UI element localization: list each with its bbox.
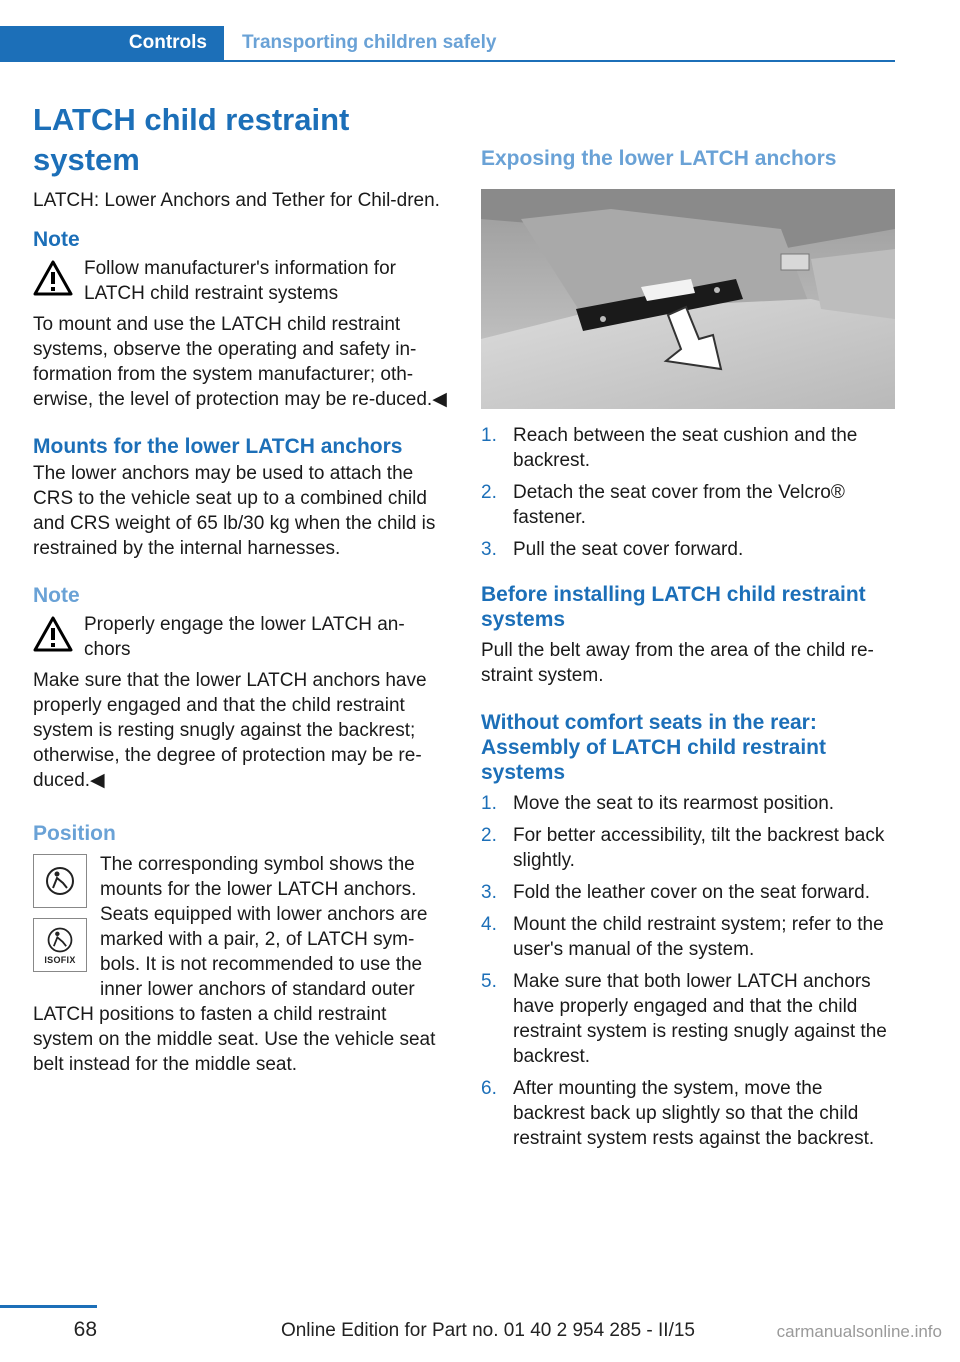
section-tab-controls[interactable]: Controls xyxy=(0,26,224,60)
edition-text: Online Edition for Part no. 01 40 2 954 285 - II/15 xyxy=(280,1320,695,1341)
warning-note-1 xyxy=(33,256,447,306)
list-item: 1. Move the seat to its rearmost position. xyxy=(481,793,835,814)
position-block xyxy=(33,852,447,1002)
position-body-wrap: The corresponding symbol shows the mounts for the lower LATCH anchors. Seats equipped with lower anchors are marked with a pair, 2, of LATCH sym‐bols. It is not recommended to use the inner lower anchors of standard outer xyxy=(100,854,428,1000)
isofix-symbol-icon xyxy=(33,918,87,972)
chapter-tab[interactable]: Transporting children safely xyxy=(242,32,497,53)
warning-title-2: Properly engage the lower LATCH an‐chors xyxy=(84,614,405,660)
list-item: 4. Mount the child restraint system; refer to the user's manual of the system. xyxy=(481,914,884,960)
right-column xyxy=(481,146,895,1158)
without-heading: Without comfort seats in the rear: Assembly of LATCH child restraint systems xyxy=(481,711,827,784)
warning-title-1: Follow manufacturer's information for LATCH child restraint systems xyxy=(84,258,396,304)
isofix-label: ISOFIX xyxy=(44,955,76,965)
position-heading: Position xyxy=(33,822,116,845)
without-steps xyxy=(481,791,895,1151)
watermark-text: carmanualsonline.info xyxy=(776,1322,942,1341)
mounts-heading: Mounts for the lower LATCH anchors xyxy=(33,435,403,458)
list-item: 5. Make sure that both lower LATCH anchors have properly engaged and that the child restraint system is resting snugly against the backrest. xyxy=(481,971,887,1067)
before-heading: Before installing LATCH child restraint systems xyxy=(481,583,866,631)
before-body: Pull the belt away from the area of the child re‐straint system. xyxy=(481,640,874,686)
list-item: 3. Fold the leather cover on the seat forward. xyxy=(481,882,870,903)
latch-symbols xyxy=(33,854,87,972)
warning-triangle-icon xyxy=(33,260,73,296)
list-item: 1. Reach between the seat cushion and the backrest. xyxy=(481,425,858,471)
note-heading-2: Note xyxy=(33,584,80,607)
page-number: 68 xyxy=(73,1318,97,1341)
list-item: 2. For better accessibility, tilt the backrest back slightly. xyxy=(481,825,885,871)
position-body-full: LATCH positions to fasten a child restraint system on the middle seat. Use the vehicle seat belt instead for the middle seat. xyxy=(33,1004,436,1075)
header-rule xyxy=(0,60,895,62)
note-body-2: Make sure that the lower LATCH anchors have properly engaged and that the child restraint system is resting snugly against the backrest; otherwise, the degree of protection may be re‐duced.◀ xyxy=(33,670,427,791)
page-title: LATCH child restraint system xyxy=(33,102,350,177)
seat-anchor-photo xyxy=(481,189,895,409)
exposing-steps xyxy=(481,423,895,562)
latch-seat-symbol-icon xyxy=(33,854,87,908)
warning-triangle-icon xyxy=(33,616,73,652)
warning-note-2 xyxy=(33,612,447,662)
note-heading-1: Note xyxy=(33,228,80,251)
list-item: 6. After mounting the system, move the backrest back up slightly so that the child restraint system rests against the backrest. xyxy=(481,1078,875,1149)
mounts-body: The lower anchors may be used to attach the CRS to the vehicle seat up to a combined child and CRS weight of 65 lb/30 kg when the child is restrained by the internal harnesses. xyxy=(33,463,436,559)
intro-text: LATCH: Lower Anchors and Tether for Chil‐dren. xyxy=(33,190,440,211)
footer-rule xyxy=(0,1305,97,1308)
note-body-1: To mount and use the LATCH child restraint systems, observe the operating and safety in‐formation from the system manufacturer; oth‐erwise, the level of protection may be re‐duced.◀ xyxy=(33,314,447,410)
exposing-heading: Exposing the lower LATCH anchors xyxy=(481,147,837,170)
left-column xyxy=(33,100,447,1077)
page-header xyxy=(0,26,895,62)
list-item: 2. Detach the seat cover from the Velcro® fastener. xyxy=(481,482,845,528)
list-item: 3. Pull the seat cover forward. xyxy=(481,539,744,560)
